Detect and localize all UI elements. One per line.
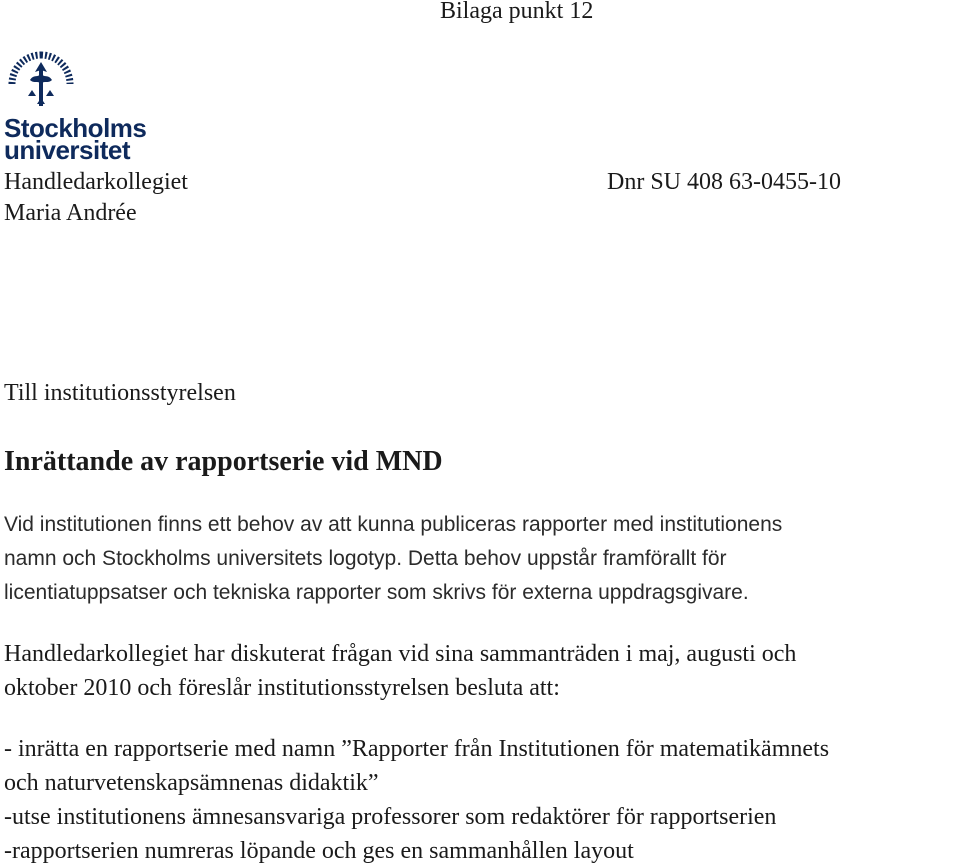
- recipient: Till institutionsstyrelsen: [4, 380, 236, 406]
- university-logo: [4, 44, 147, 165]
- body-line: Handledarkollegiet har diskuterat frågan vid sina sammanträden i maj, augusti och: [4, 641, 797, 667]
- body-line: Vid institutionen finns ett behov av att kunna publiceras rapporter med institutionens: [4, 513, 783, 536]
- logo-text-line1: Stockholms: [4, 113, 147, 143]
- document-title: Inrättande av rapportserie vid MND: [4, 446, 443, 477]
- university-seal-icon: [6, 44, 76, 114]
- sender-name: Handledarkollegiet: [4, 169, 188, 195]
- logo-text-line2: universitet: [4, 135, 130, 165]
- body-line: oktober 2010 och föreslår institutionsstyrelsen besluta att:: [4, 675, 560, 701]
- decision-item: - inrätta en rapportserie med namn ”Rapporter från Institutionen för matematikämnets: [4, 736, 830, 762]
- body-line: licentiatuppsatser och tekniska rapporter som skrivs för externa uppdragsgivare.: [4, 581, 749, 604]
- decision-item: -rapportserien numreras löpande och ges en sammanhållen layout: [4, 838, 634, 864]
- author-name: Maria Andrée: [4, 200, 137, 226]
- decision-item: -utse institutionens ämnesansvariga professorer som redaktörer för rapportserien: [4, 804, 777, 830]
- decision-item: och naturvetenskapsämnenas didaktik”: [4, 770, 379, 796]
- registration-number: Dnr SU 408 63-0455-10: [607, 169, 841, 195]
- annex-label: Bilaga punkt 12: [440, 0, 594, 24]
- document-body: [4, 508, 829, 868]
- body-line: namn och Stockholms universitets logotyp. Detta behov uppstår framförallt för: [4, 547, 727, 570]
